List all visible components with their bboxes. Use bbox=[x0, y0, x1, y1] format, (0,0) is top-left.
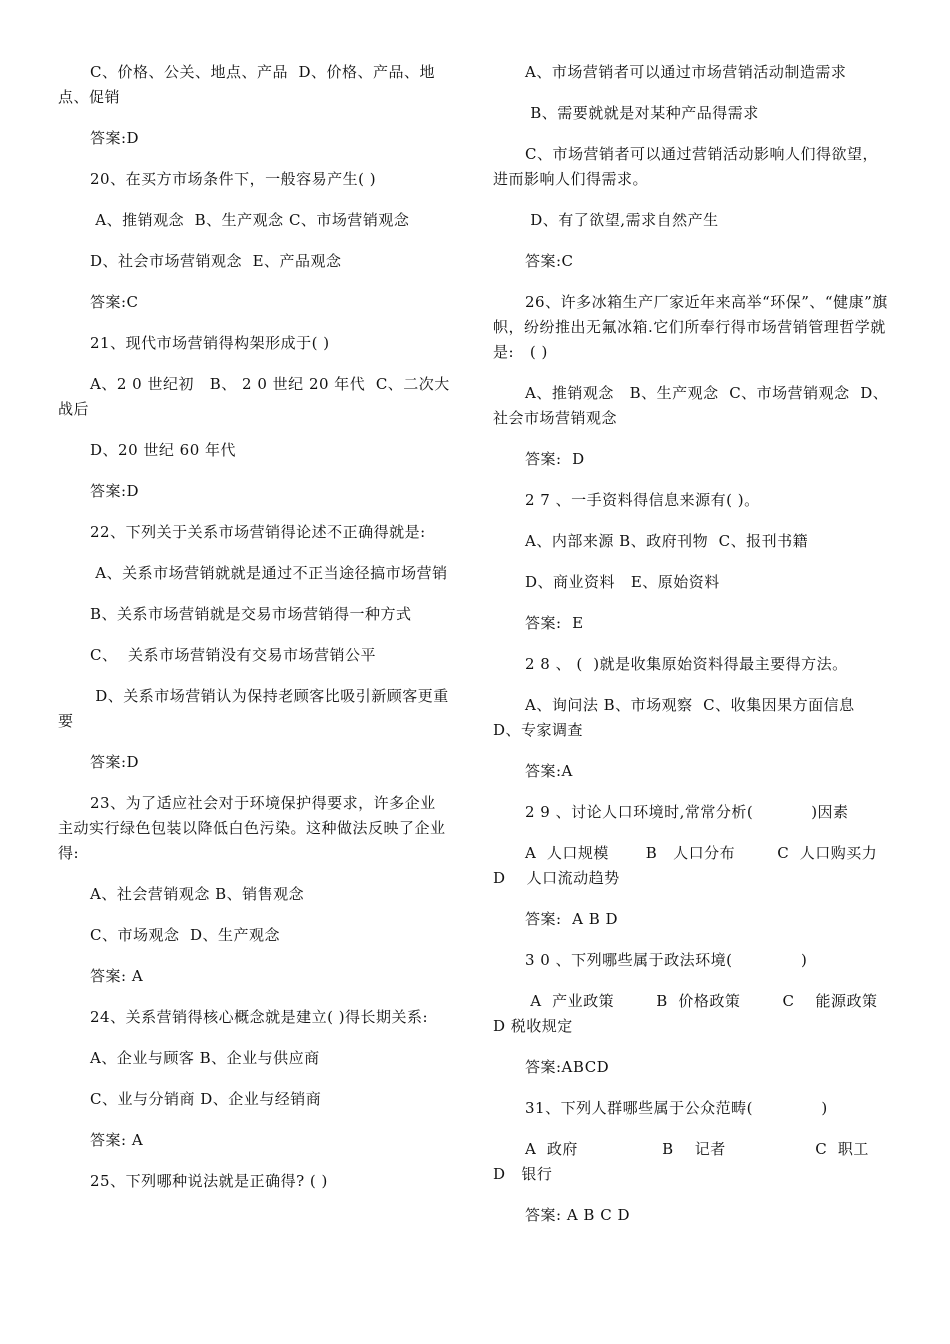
question-text: 24、关系营销得核心概念就是建立( )得长期关系: bbox=[90, 1008, 429, 1026]
answer-line: 答案:D bbox=[90, 482, 140, 500]
question-text: 26、许多冰箱生产厂家近年来高举“环保”、“健康”旗帜，纷纷推出无氟冰箱.它们所奉行得市场营销管理哲学就是: ( ) bbox=[493, 293, 888, 361]
options-line: A 政府 B 记者 C 职工 D 银行 bbox=[493, 1140, 917, 1183]
options-line: A、关系市场营销就就是通过不正当途径搞市场营销 bbox=[90, 564, 448, 582]
options-line: C、业与分销商 D、企业与经销商 bbox=[90, 1090, 322, 1108]
right-column bbox=[493, 60, 917, 1244]
answer-line: 答案: A B C D bbox=[525, 1206, 630, 1224]
options-line: D、关系市场营销认为保持老顾客比吸引新顾客更重要 bbox=[58, 687, 449, 730]
options-line: D、20 世纪 60 年代 bbox=[90, 441, 237, 459]
text-paragraph: C、价格、公关、地点、产品 D、价格、产品、地点、促销 bbox=[58, 63, 436, 106]
answer-line: 答案:A bbox=[525, 762, 573, 780]
options-line: C、市场营销者可以通过营销活动影响人们得欲望，进而影响人们得需求。 bbox=[493, 145, 878, 188]
question-text: 20、在买方市场条件下，一般容易产生( ) bbox=[90, 170, 377, 188]
question-text: 23、为了适应社会对于环境保护得要求，许多企业主动实行绿色包装以降低白色污染。这种做法反映了企业得: bbox=[58, 794, 446, 862]
options-line: A、市场营销者可以通过市场营销活动制造需求 bbox=[525, 63, 847, 81]
question-text: 2 8 、 ( )就是收集原始资料得最主要得方法。 bbox=[525, 655, 848, 673]
options-line: A、社会营销观念 B、销售观念 bbox=[90, 885, 305, 903]
options-line: A、企业与顾客 B、企业与供应商 bbox=[90, 1049, 320, 1067]
question-text: 2 9 、讨论人口环境时,常常分析( )因素 bbox=[525, 803, 849, 821]
options-line: A、2 0 世纪初 B、 2 0 世纪 20 年代 C、二次大战后 bbox=[58, 375, 450, 418]
options-line: D、社会市场营销观念 E、产品观念 bbox=[90, 252, 342, 270]
answer-line: 答案:D bbox=[90, 753, 140, 771]
options-line: B、关系市场营销就是交易市场营销得一种方式 bbox=[90, 605, 412, 623]
options-line: C、 关系市场营销没有交易市场营销公平 bbox=[90, 646, 377, 664]
options-line: A、推销观念 B、生产观念 C、市场营销观念 bbox=[90, 211, 410, 229]
options-line: A、询问法 B、市场观察 C、收集因果方面信息 D、专家调查 bbox=[493, 696, 866, 739]
options-line: D、有了欲望,需求自然产生 bbox=[525, 211, 719, 229]
answer-line: 答案:D bbox=[90, 129, 140, 147]
options-line: A 人口规模 B 人口分布 C 人口购买力 D 人口流动趋势 bbox=[493, 844, 894, 887]
options-line: D、商业资料 E、原始资料 bbox=[525, 573, 720, 591]
options-line: A 产业政策 B 价格政策 C 能源政策 D 税收规定 bbox=[493, 992, 889, 1035]
question-text: 25、下列哪种说法就是正确得? ( ) bbox=[90, 1172, 328, 1190]
options-line: C、市场观念 D、生产观念 bbox=[90, 926, 281, 944]
question-text: 22、下列关于关系市场营销得论述不正确得就是: bbox=[90, 523, 426, 541]
options-line: A、推销观念 B、生产观念 C、市场营销观念 D、社会市场营销观念 bbox=[493, 384, 889, 427]
answer-line: 答案:C bbox=[525, 252, 574, 270]
answer-line: 答案: A bbox=[90, 1131, 144, 1149]
options-line: B、需要就就是对某种产品得需求 bbox=[525, 104, 759, 122]
question-text: 31、下列人群哪些属于公众范畴( ) bbox=[525, 1099, 828, 1117]
answer-line: 答案: D bbox=[525, 450, 585, 468]
answer-line: 答案: E bbox=[525, 614, 584, 632]
answer-line: 答案: A B D bbox=[525, 910, 619, 928]
answer-line: 答案:ABCD bbox=[525, 1058, 610, 1076]
options-line: A、内部来源 B、政府刊物 C、报刊书籍 bbox=[525, 532, 809, 550]
left-column bbox=[58, 60, 450, 1210]
answer-line: 答案:C bbox=[90, 293, 139, 311]
answer-line: 答案: A bbox=[90, 967, 144, 985]
question-text: 21、现代市场营销得构架形成于( ) bbox=[90, 334, 330, 352]
question-text: 2 7 、一手资料得信息来源有( )。 bbox=[525, 491, 760, 509]
question-text: 3 0 、下列哪些属于政法环境( ) bbox=[525, 951, 808, 969]
